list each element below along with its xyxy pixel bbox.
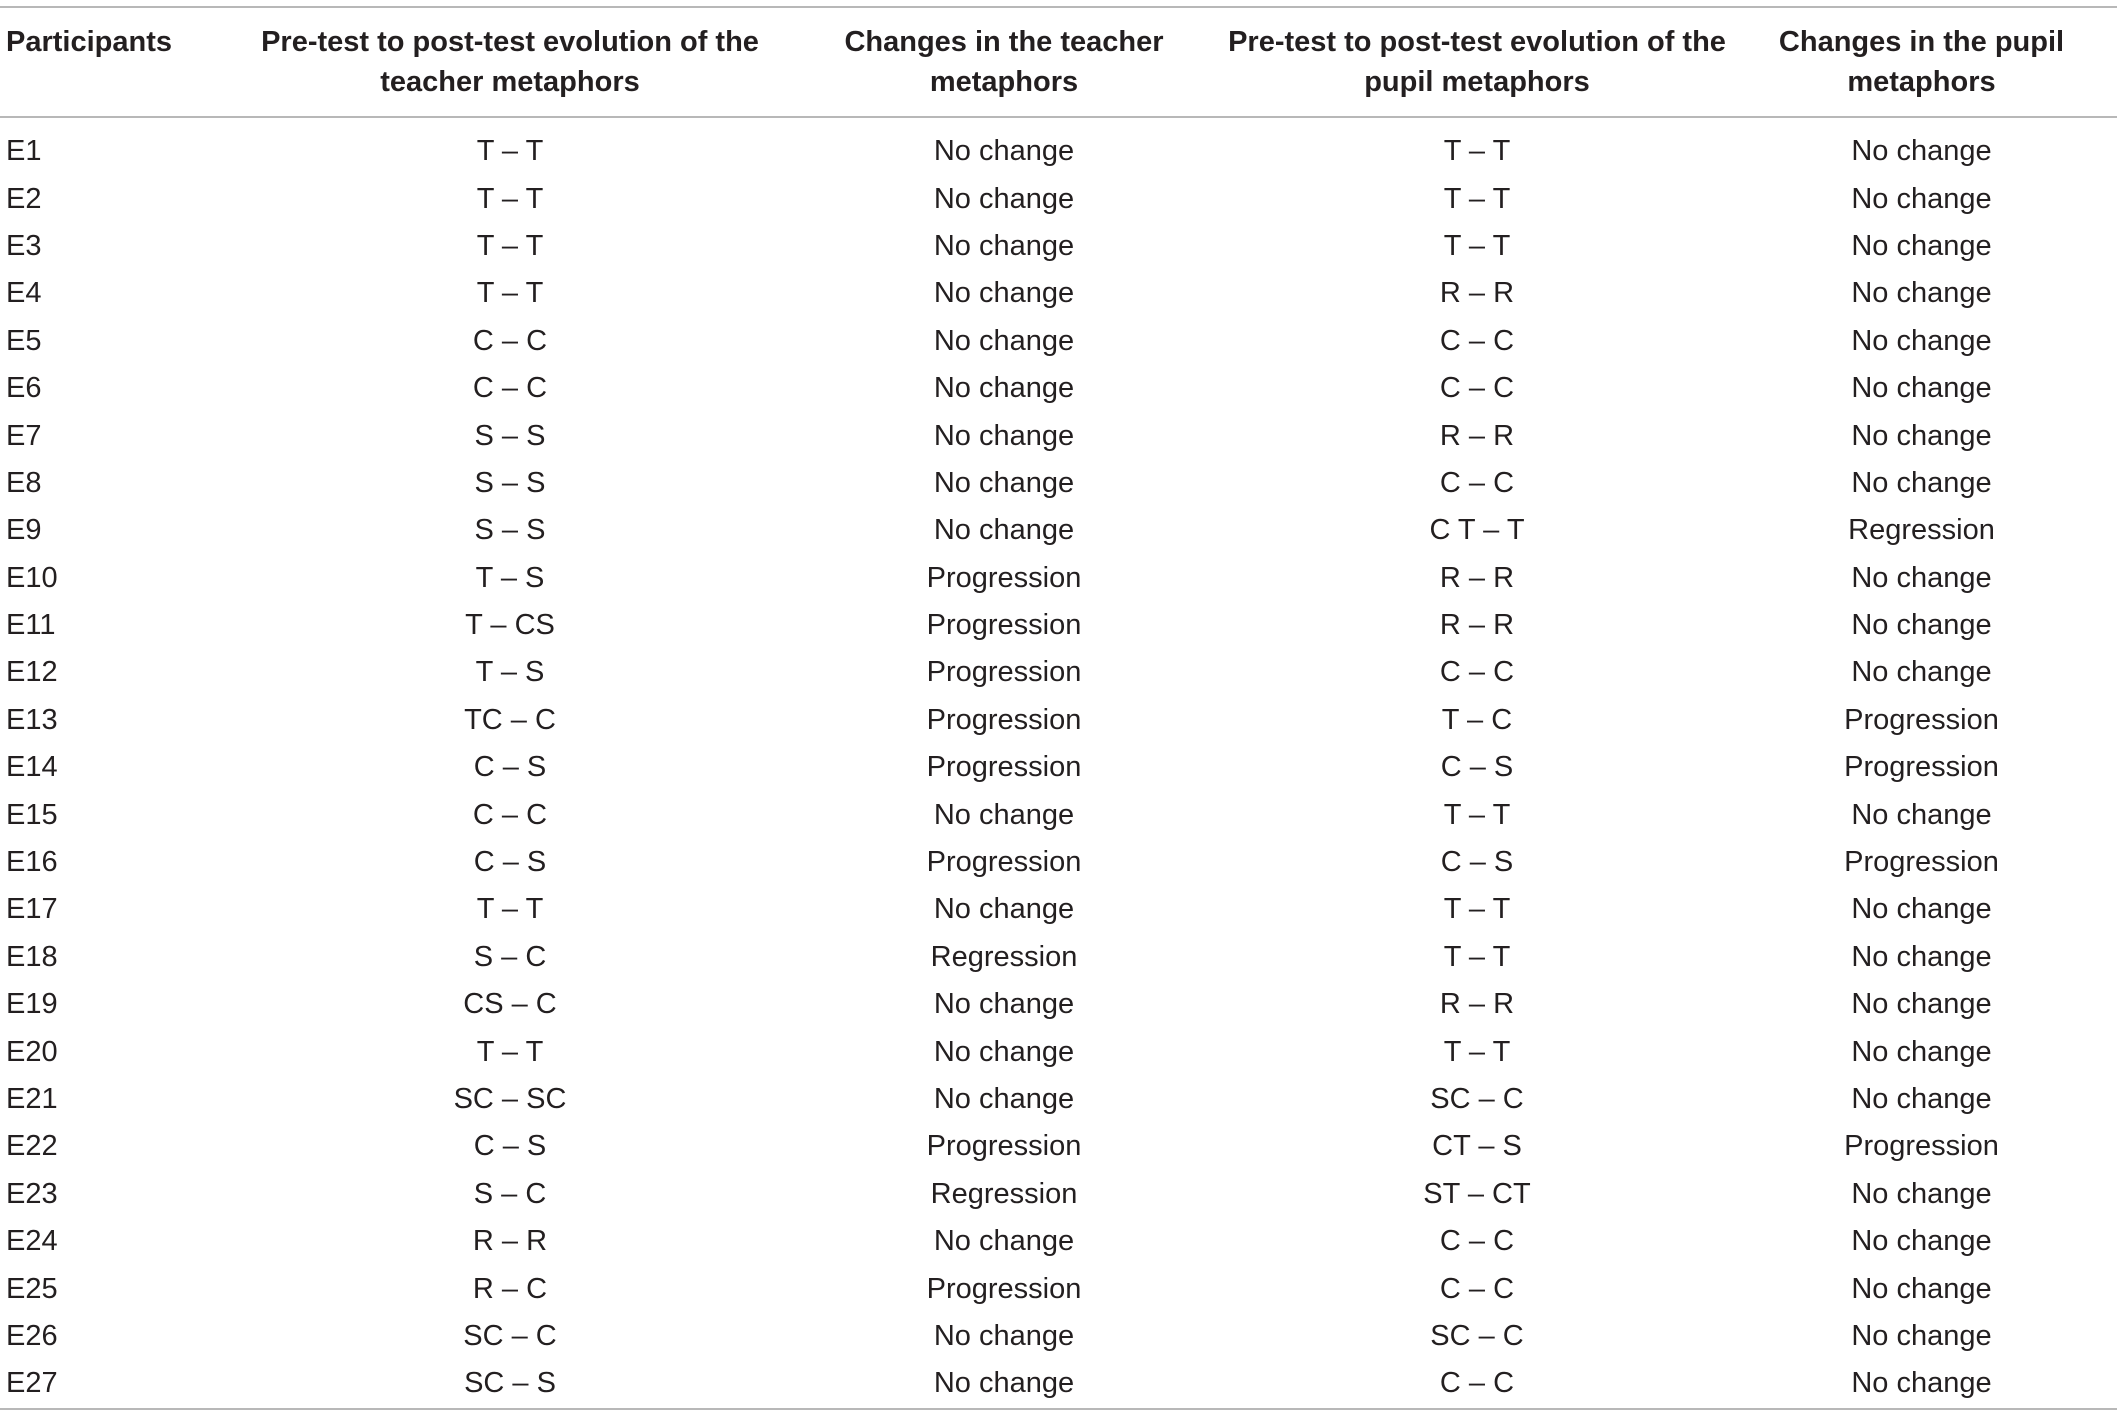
teacher-change-cell: Progression: [926, 751, 1082, 784]
pupil-change-cell: No change: [1851, 1367, 1992, 1400]
teacher-evolution-cell: S – S: [474, 466, 546, 499]
participant-cell: E23: [6, 1177, 58, 1210]
table-row: [0, 555, 2117, 602]
pupil-evolution-cell: C – C: [1439, 656, 1515, 689]
pupil-evolution-cell: ST – CT: [1423, 1177, 1531, 1210]
table-row: [0, 697, 2117, 744]
pupil-change-cell: Progression: [1844, 1130, 1999, 1163]
table-row: [0, 460, 2117, 507]
pupil-evolution-cell: T – T: [1443, 940, 1511, 973]
teacher-change-cell: No change: [933, 1225, 1075, 1258]
pupil-evolution-cell: C – C: [1439, 372, 1515, 405]
teacher-evolution-cell: S – S: [474, 419, 546, 452]
teacher-change-cell: No change: [933, 277, 1075, 310]
teacher-change-cell: No change: [933, 135, 1075, 168]
table-row: [0, 1076, 2117, 1123]
table-row: [0, 270, 2117, 317]
teacher-change-cell: Progression: [926, 609, 1082, 642]
teacher-evolution-cell: SC – SC: [453, 1083, 567, 1115]
pupil-change-cell: No change: [1851, 1272, 1992, 1305]
teacher-evolution-cell: SC – C: [463, 1319, 557, 1352]
participant-cell: E17: [6, 893, 58, 926]
header-row: [0, 7, 2117, 117]
table-row: [0, 1171, 2117, 1218]
teacher-change-cell: No change: [933, 372, 1075, 405]
pupil-evolution-cell: C – S: [1440, 751, 1514, 784]
table-row: [0, 223, 2117, 270]
teacher-evolution-cell: T – T: [476, 229, 544, 262]
participant-cell: E5: [6, 324, 42, 357]
table-row: [0, 1313, 2117, 1360]
table-row: [0, 1028, 2117, 1075]
participant-cell: E14: [6, 751, 58, 784]
pupil-change-cell: No change: [1851, 182, 1992, 215]
teacher-evolution-cell: T – S: [475, 561, 545, 594]
teacher-evolution-cell: S – S: [474, 514, 546, 547]
teacher-evolution-cell: T – CS: [465, 609, 555, 642]
pupil-evolution-cell: C – C: [1439, 466, 1515, 499]
pupil-change-cell: No change: [1851, 798, 1992, 831]
pupil-change-cell: No change: [1851, 466, 1992, 499]
teacher-change-cell: Progression: [926, 703, 1082, 736]
metaphor-evolution-table-container: [0, 6, 2117, 1410]
teacher-change-cell: No change: [933, 1035, 1075, 1068]
pupil-evolution-cell: R – R: [1439, 609, 1515, 642]
participant-cell: E15: [6, 798, 58, 831]
participant-cell: E19: [6, 988, 58, 1021]
table-row: [0, 981, 2117, 1028]
table-row: [0, 1218, 2117, 1265]
participant-cell: E13: [6, 703, 58, 736]
pupil-change-cell: Progression: [1844, 703, 1999, 736]
teacher-change-cell: Progression: [926, 656, 1082, 689]
teacher-change-cell: No change: [933, 419, 1075, 452]
teacher-change-cell: No change: [933, 324, 1075, 357]
participant-cell: E27: [6, 1367, 58, 1400]
table-row: [0, 744, 2117, 791]
table-row: [0, 886, 2117, 933]
teacher-change-cell: No change: [933, 1083, 1075, 1115]
teacher-change-cell: No change: [933, 893, 1075, 926]
table-row: [0, 839, 2117, 886]
teacher-change-cell: No change: [933, 988, 1075, 1021]
pupil-change-cell: No change: [1851, 1035, 1992, 1068]
table-header: [0, 7, 2117, 117]
pupil-evolution-cell: CT – S: [1432, 1130, 1522, 1163]
teacher-change-cell: Regression: [930, 940, 1078, 973]
pupil-evolution-cell: T – C: [1441, 703, 1513, 736]
pupil-change-cell: No change: [1851, 1177, 1992, 1210]
table-body: [0, 117, 2117, 1409]
pupil-change-cell: No change: [1851, 1319, 1992, 1352]
table-row: [0, 1360, 2117, 1408]
participant-cell: E11: [6, 609, 56, 642]
participant-cell: E16: [6, 846, 58, 879]
pupil-evolution-cell: SC – C: [1430, 1083, 1524, 1115]
metaphor-evolution-table: [0, 6, 2117, 1410]
table-row: [0, 791, 2117, 838]
participant-cell: E20: [6, 1035, 58, 1068]
teacher-evolution-cell: T – T: [476, 182, 544, 215]
pupil-evolution-cell: C – C: [1439, 1225, 1515, 1258]
teacher-evolution-cell: T – T: [476, 277, 544, 310]
pupil-change-cell: No change: [1851, 277, 1992, 310]
pupil-change-cell: No change: [1851, 561, 1992, 594]
teacher-evolution-cell: T – T: [476, 1035, 544, 1068]
pupil-change-cell: No change: [1851, 609, 1992, 642]
pupil-evolution-cell: R – R: [1439, 988, 1515, 1021]
teacher-evolution-cell: C – C: [472, 798, 548, 831]
participant-cell: E18: [6, 940, 58, 973]
teacher-change-cell: No change: [933, 229, 1075, 262]
pupil-change-cell: No change: [1851, 1225, 1992, 1258]
teacher-evolution-cell: R – R: [472, 1225, 548, 1258]
participant-cell: E12: [6, 656, 58, 689]
teacher-change-cell: Progression: [926, 1130, 1082, 1163]
table-row: [0, 175, 2117, 222]
participant-cell: E1: [6, 135, 42, 168]
teacher-change-cell: Progression: [926, 1272, 1082, 1305]
participant-cell: E7: [6, 419, 42, 452]
teacher-evolution-cell: SC – S: [464, 1367, 556, 1400]
pupil-change-cell: No change: [1851, 419, 1992, 452]
table-row: [0, 649, 2117, 696]
pupil-change-cell: No change: [1851, 372, 1992, 405]
teacher-change-cell: No change: [933, 514, 1075, 547]
pupil-evolution-cell: C – C: [1439, 324, 1515, 357]
pupil-evolution-cell: T – T: [1443, 229, 1511, 262]
participant-cell: E4: [6, 277, 42, 310]
participant-cell: E10: [6, 561, 58, 594]
pupil-evolution-cell: R – R: [1439, 277, 1515, 310]
header-teacher-changes: Changes in the teacher metaphors: [844, 26, 1164, 98]
teacher-evolution-cell: S – C: [473, 940, 547, 973]
teacher-evolution-cell: CS – C: [463, 988, 557, 1021]
participant-cell: E3: [6, 229, 42, 262]
teacher-evolution-cell: T – S: [475, 656, 545, 689]
participant-cell: E21: [6, 1083, 58, 1115]
pupil-evolution-cell: T – T: [1443, 1035, 1511, 1068]
teacher-evolution-cell: C – S: [473, 751, 547, 784]
teacher-evolution-cell: C – S: [473, 1130, 547, 1163]
teacher-evolution-cell: C – C: [472, 324, 548, 357]
table-row: [0, 365, 2117, 412]
teacher-evolution-cell: T – T: [476, 135, 544, 168]
pupil-evolution-cell: T – T: [1443, 182, 1511, 215]
table-row: [0, 602, 2117, 649]
pupil-change-cell: No change: [1851, 1083, 1992, 1115]
table-row: [0, 1265, 2117, 1312]
pupil-change-cell: No change: [1851, 893, 1992, 926]
header-participants: Participants: [6, 26, 172, 58]
pupil-change-cell: No change: [1851, 135, 1992, 168]
participant-cell: E22: [6, 1130, 58, 1163]
pupil-evolution-cell: T – T: [1443, 798, 1511, 831]
teacher-change-cell: Progression: [926, 561, 1082, 594]
participant-cell: E26: [6, 1319, 58, 1352]
teacher-change-cell: No change: [933, 182, 1075, 215]
table-row: [0, 117, 2117, 175]
teacher-change-cell: Regression: [930, 1177, 1078, 1210]
teacher-evolution-cell: TC – C: [464, 703, 556, 736]
teacher-evolution-cell: C – C: [472, 372, 548, 405]
participant-cell: E8: [6, 466, 42, 499]
pupil-change-cell: Progression: [1844, 751, 1999, 784]
pupil-change-cell: Regression: [1848, 514, 1995, 547]
table-row: [0, 412, 2117, 459]
participant-cell: E9: [6, 514, 42, 547]
teacher-evolution-cell: S – C: [473, 1177, 547, 1210]
table-row: [0, 1123, 2117, 1170]
table-row: [0, 507, 2117, 554]
pupil-evolution-cell: C T – T: [1429, 514, 1525, 547]
table-row: [0, 318, 2117, 365]
header-teacher-evolution: Pre-test to post-test evolution of the teacher metaphors: [261, 26, 759, 98]
header-pupil-changes: Changes in the pupil metaphors: [1778, 26, 2065, 98]
participant-cell: E24: [6, 1225, 58, 1258]
pupil-evolution-cell: T – T: [1443, 893, 1511, 926]
teacher-evolution-cell: R – C: [472, 1272, 548, 1305]
participant-cell: E6: [6, 372, 42, 405]
pupil-change-cell: Progression: [1844, 846, 1999, 879]
participant-cell: E25: [6, 1272, 58, 1305]
pupil-change-cell: No change: [1851, 940, 1992, 973]
pupil-evolution-cell: SC – C: [1430, 1319, 1524, 1352]
teacher-evolution-cell: T – T: [476, 893, 544, 926]
pupil-evolution-cell: R – R: [1439, 419, 1515, 452]
teacher-evolution-cell: C – S: [473, 846, 547, 879]
pupil-evolution-cell: C – C: [1439, 1272, 1515, 1305]
header-pupil-evolution: Pre-test to post-test evolution of the pupil metaphors: [1228, 26, 1726, 98]
pupil-change-cell: No change: [1851, 988, 1992, 1021]
teacher-change-cell: No change: [933, 1319, 1075, 1352]
pupil-change-cell: No change: [1851, 324, 1992, 357]
pupil-evolution-cell: R – R: [1439, 561, 1515, 594]
pupil-evolution-cell: C – S: [1440, 846, 1514, 879]
participant-cell: E2: [6, 182, 42, 215]
pupil-evolution-cell: C – C: [1439, 1367, 1515, 1400]
table-row: [0, 934, 2117, 981]
teacher-change-cell: No change: [933, 466, 1075, 499]
teacher-change-cell: Progression: [926, 846, 1082, 879]
pupil-change-cell: No change: [1851, 656, 1992, 689]
pupil-change-cell: No change: [1851, 229, 1992, 262]
teacher-change-cell: No change: [933, 1367, 1075, 1400]
pupil-evolution-cell: T – T: [1443, 135, 1511, 168]
teacher-change-cell: No change: [933, 798, 1075, 831]
